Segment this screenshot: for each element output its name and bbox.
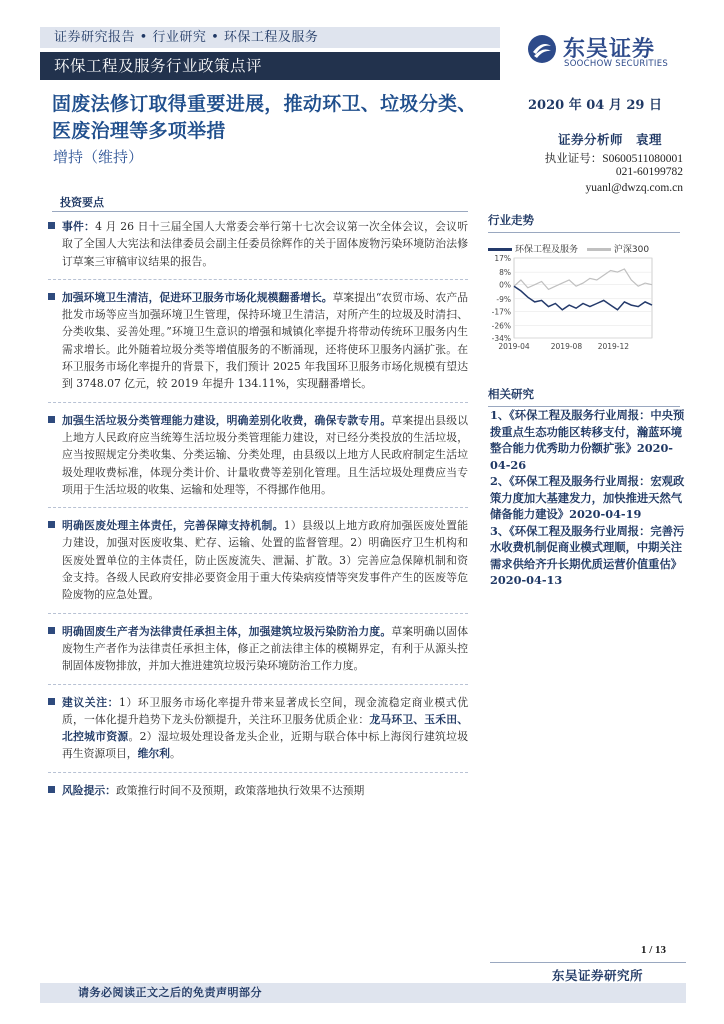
square-bullet-icon xyxy=(48,786,55,793)
bullet-text-end: 。 xyxy=(169,747,181,761)
bullet-lead: 加强环境卫生清洁，促进环卫服务市场化规模翻番增长。 xyxy=(62,290,333,304)
dashed-divider xyxy=(48,772,468,773)
disclaimer-banner: 请务必阅读正文之后的免责声明部分 xyxy=(40,983,686,1003)
bullet-medical-waste xyxy=(48,517,468,603)
dashed-divider xyxy=(48,684,468,685)
square-bullet-icon xyxy=(48,521,55,528)
y-tick-label: -34% xyxy=(491,334,511,343)
dashed-divider xyxy=(48,279,468,280)
legend-label-hs300: 沪深300 xyxy=(613,245,650,255)
bullet-risk xyxy=(48,782,468,799)
y-tick-label: 0% xyxy=(499,280,511,290)
recommended-stock: 维尔利 xyxy=(137,747,170,761)
bullet-event xyxy=(48,218,468,270)
square-bullet-icon xyxy=(48,627,55,634)
divider xyxy=(488,232,680,233)
logo-name-cn: 东吴证券 xyxy=(563,37,656,62)
report-header-band xyxy=(40,27,500,84)
analyst-name: 证券分析师 袁理 xyxy=(557,132,662,147)
page-number: 1 / 13 xyxy=(640,944,666,956)
x-tick-label: 2019-08 xyxy=(550,342,583,351)
analyst-phone: 021-60199782 xyxy=(615,166,683,178)
dashed-divider xyxy=(48,507,468,508)
trend-heading: 行业走势 xyxy=(488,213,534,227)
bullet-text-continued: 。2）湿垃圾处理设备龙头企业，近期与联合体中标上海闵行建筑垃圾再生资源项目， xyxy=(62,730,469,761)
y-tick-label: 17% xyxy=(494,254,511,263)
report-title: 固废法修订取得重要进展，推动环卫、垃圾分类、医废治理等多项举措 xyxy=(52,93,477,142)
related-research-list xyxy=(490,407,690,589)
report-date: 2020 年 04 月 29 日 xyxy=(528,98,662,113)
bullet-text: 4 月 26 日十三届全国人大常委会举行第十七次会议第一次全体会议，会议听取了全国人大宪法和法律委员会副主任委员徐辉作的关于固体废物污染环境防治法修订草案三审稿审议结果的报告。 xyxy=(62,220,469,268)
divider xyxy=(490,962,686,963)
analyst-cert: 执业证号：S0600511080001 xyxy=(544,153,683,165)
related-report-1[interactable]: 1、《环保工程及服务行业周报：中央预拨重点生态功能区转移支付，瀚蓝环境整合能力优秀助力份额扩张》2020-04-26 xyxy=(490,408,685,472)
legend-swatch-industry xyxy=(488,248,512,251)
bullet-text: 1）县级以上地方政府加强医废处置能力建设，加强对医废收集、贮存、运输、处置的监督管理。2）明确医疗卫生机构和医废处置单位的主体责任，防止医废流失、泄漏、扩散。3）完善应急保障机制和资金支持。各级人民政府安排必要资金用于重大传染病疫情等突发事件产生的医废等危险废物的应急处置。 xyxy=(62,519,468,602)
y-tick-label: -9% xyxy=(496,294,511,304)
bullet-lead: 建议关注： xyxy=(62,695,120,709)
related-report-2[interactable]: 2、《环保工程及服务行业周报：宏观政策力度加大基建发力，加快推进天然气储备能力建设》2020-04-19 xyxy=(490,474,685,521)
dashed-divider xyxy=(48,613,468,614)
legend-swatch-hs300 xyxy=(587,248,611,251)
square-bullet-icon xyxy=(48,222,55,229)
bullet-text: 草案明确以固体废物生产者作为法律责任承担主体，修正之前法律主体的模糊界定，有利于从源头控制固体废物排放，并加大推进建筑垃圾污染环境防治工作力度。 xyxy=(62,624,469,673)
bullet-lead: 加强生活垃圾分类管理能力建设，明确差别化收费，确保专款专用。 xyxy=(62,413,392,427)
y-tick-label: -26% xyxy=(491,321,511,331)
bullet-text: 政策推行时间不及预期，政策落地执行效果不达预期 xyxy=(115,783,365,797)
institute-name: 东吴证券研究所 xyxy=(552,968,644,983)
company-logo xyxy=(527,32,687,72)
bullet-lead: 明确医废处理主体责任，完善保障支持机制。 xyxy=(62,519,284,533)
industry-trend-chart xyxy=(484,252,659,356)
recommended-stocks: 龙马环卫、玉禾田、北控城市资源 xyxy=(62,712,469,744)
bullet-text: 1）环卫服务市场化率提升带来显著成长空间，现金流稳定商业模式优质，一体化提升趋势下龙头份额提升，关注环卫服务优质企业： xyxy=(62,695,469,726)
related-research-section xyxy=(488,386,680,407)
logo-mark-icon xyxy=(527,34,557,64)
related-report-3[interactable]: 3、《环保工程及服务行业周报：完善污水收费机制促商业模式理顺，中期关注需求供给齐升长期优质运营价值重估》2020-04-13 xyxy=(490,523,685,587)
bullet-text: 草案提出县级以上地方人民政府应当统筹生活垃圾分类管理能力建设，对已经分类投放的生活垃圾，应当按照规定分类收集、分类运输、分类处理，由县级以上地方人民政府制定生活垃圾处理收费标准，体现分类计价、计量收费等差别化管理。且生活垃圾处理费应当专项用于生活垃圾的收集、运输和处理等，不得挪作他用。 xyxy=(62,413,469,496)
breadcrumb: 证券研究报告 • 行业研究 • 环保工程及服务 xyxy=(40,27,500,48)
square-bullet-icon xyxy=(48,293,55,300)
bullet-sanitation xyxy=(48,289,468,393)
investment-highlights-heading: 投资要点 xyxy=(60,196,104,209)
bullet-recommendation xyxy=(48,694,468,763)
trend-section xyxy=(488,212,680,233)
x-tick-label: 2019-04 xyxy=(498,342,530,351)
bullet-garbage-sorting xyxy=(48,412,468,498)
bullet-producer-liability xyxy=(48,623,468,675)
x-tick-label: 2019-12 xyxy=(597,342,630,351)
chart-plot-area xyxy=(514,258,652,338)
logo-name-en: SOOCHOW SECURITIES xyxy=(564,59,669,69)
investment-highlights xyxy=(48,218,468,799)
legend-label-industry: 环保工程及服务 xyxy=(515,245,579,255)
y-tick-label: 8% xyxy=(499,268,511,278)
square-bullet-icon xyxy=(48,416,55,423)
report-type: 环保工程及服务行业政策点评 xyxy=(40,52,500,80)
divider xyxy=(52,211,468,212)
y-tick-label: -17% xyxy=(491,307,511,317)
related-research-heading: 相关研究 xyxy=(488,387,534,401)
series-line-industry xyxy=(514,286,652,310)
square-bullet-icon xyxy=(48,698,55,705)
bullet-text: 草案提出“农贸市场、农产品批发市场等应当加强环境卫生管理，保持环境卫生清洁，对所产生的垃圾及时清扫、分类收集、妥善处理。”环境卫生意识的增强和城镇化率提升将带动传统环卫服务内生需求增长。此外随着垃圾分类等增值服务的不断涌现，还将使环卫服务内涵扩张。在环卫服务市场化率提升的背景下，我们预计 2025 年我国环卫服务市场化规模有望达到 3748.07 亿元，较 2019 年提升 134.11%，实现翻番增长。 xyxy=(62,290,468,391)
dashed-divider xyxy=(48,402,468,403)
rating: 增持（维持） xyxy=(53,148,144,166)
analyst-email[interactable]: yuanl@dwzq.com.cn xyxy=(585,182,683,194)
bullet-lead: 明确固废生产者为法律责任承担主体，加强建筑垃圾污染防治力度。 xyxy=(62,624,392,638)
bullet-lead: 事件： xyxy=(62,220,96,233)
bullet-lead: 风险提示： xyxy=(62,783,116,797)
